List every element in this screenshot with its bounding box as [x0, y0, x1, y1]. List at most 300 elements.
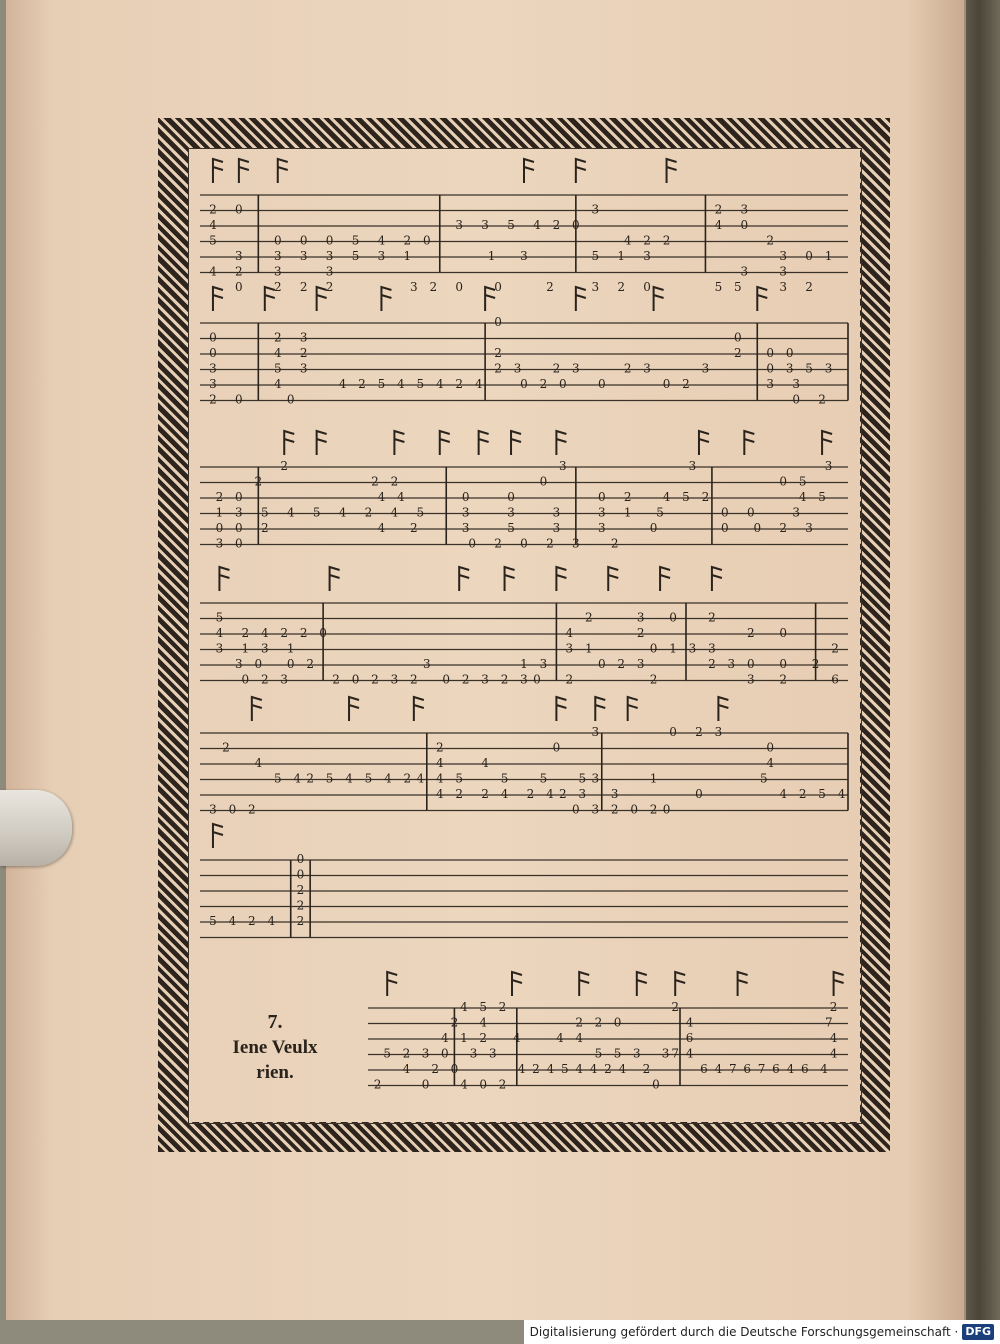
fret-number: 4 — [685, 1015, 694, 1030]
fret-number: 4 — [517, 1062, 526, 1076]
fret-number: 2 — [280, 459, 289, 473]
fret-number: 3 — [636, 657, 645, 671]
fret-number: 7 — [728, 1062, 737, 1076]
fret-number: 2 — [403, 233, 412, 248]
fret-number: 4 — [623, 233, 632, 248]
fret-number: 3 — [779, 249, 788, 263]
fret-number: 3 — [632, 1046, 641, 1061]
fret-number: 0 — [766, 361, 775, 376]
rhythm-flag — [252, 697, 262, 721]
fret-number: 4 — [460, 1000, 468, 1014]
fret-number: 5 — [325, 771, 334, 786]
fret-number: 4 — [798, 490, 807, 504]
fret-number: 5 — [416, 505, 425, 520]
fret-number: 2 — [734, 346, 742, 360]
fret-number: 0 — [296, 852, 305, 866]
fret-number: 2 — [235, 264, 243, 279]
rhythm-flag — [654, 287, 664, 311]
fret-number: 2 — [280, 626, 289, 640]
fret-number: 3 — [280, 672, 289, 687]
rhythm-flag — [628, 697, 638, 721]
fret-number: 3 — [727, 657, 736, 671]
fret-number: 4 — [786, 1062, 795, 1076]
fret-number: 2 — [306, 657, 314, 671]
fret-number: 2 — [552, 361, 561, 376]
fret-number: 4 — [397, 490, 405, 504]
fret-number: 5 — [759, 771, 768, 786]
fret-number: 0 — [461, 490, 470, 504]
fret-number: 3 — [235, 249, 243, 263]
fret-number: 2 — [636, 626, 645, 640]
fret-number: 2 — [610, 802, 619, 817]
fret-number: 2 — [649, 672, 658, 687]
fret-number: 4 — [460, 1077, 468, 1092]
fret-number: 7 — [671, 1046, 680, 1061]
rhythm-flag — [511, 431, 521, 455]
fret-number: 0 — [613, 1015, 622, 1030]
rhythm-flag — [822, 431, 832, 455]
fret-number: 3 — [714, 725, 723, 739]
fret-number: 1 — [286, 641, 295, 656]
fret-number: 0 — [422, 233, 431, 248]
fret-number: 0 — [235, 202, 243, 217]
fret-number: 0 — [286, 392, 295, 407]
fret-number: 2 — [306, 771, 314, 786]
fret-number: 2 — [455, 377, 464, 391]
fret-number: 3 — [461, 505, 470, 520]
fret-number: 0 — [235, 392, 243, 407]
fret-number: 2 — [662, 233, 671, 248]
fret-number: 2 — [546, 536, 554, 551]
fret-number: 1 — [584, 641, 593, 656]
rhythm-flag — [699, 431, 709, 455]
fret-number: 2 — [494, 536, 502, 551]
digitization-credit — [524, 1320, 1000, 1344]
piece-title-line-2: rien. — [256, 1062, 294, 1083]
fret-number: 2 — [481, 787, 489, 801]
fret-number: 0 — [649, 641, 658, 656]
fret-number: 2 — [643, 233, 651, 248]
fret-number: 4 — [829, 1031, 838, 1045]
fret-number: 0 — [572, 802, 580, 817]
rhythm-flag — [576, 287, 586, 311]
fret-number: 3 — [215, 641, 224, 656]
rhythm-flag — [213, 159, 223, 183]
fret-number: 5 — [591, 249, 600, 263]
rhythm-flag — [744, 431, 754, 455]
fret-number: 0 — [695, 787, 703, 801]
fret-number: 5 — [312, 505, 321, 520]
rhythm-flag — [660, 567, 670, 591]
tab-system-3 — [200, 431, 848, 551]
fret-number: 1 — [824, 249, 833, 263]
piece-title-line-1: Iene Veulx — [232, 1037, 318, 1058]
tab-system-4 — [200, 567, 848, 687]
fret-number: 2 — [325, 280, 334, 294]
fret-number: 6 — [831, 672, 839, 687]
fret-number: 0 — [643, 280, 651, 294]
fret-number: 4 — [685, 1046, 694, 1061]
fret-number: 4 — [479, 1015, 488, 1030]
fret-number: 2 — [479, 1031, 488, 1045]
fret-number: 0 — [421, 1077, 430, 1092]
fret-number: 3 — [299, 330, 308, 345]
fret-number: 4 — [390, 505, 399, 520]
fret-number: 5 — [682, 490, 690, 504]
fret-number: 2 — [209, 392, 217, 407]
fret-number: 5 — [560, 1062, 569, 1076]
fret-number: 3 — [746, 672, 755, 687]
fret-number: 2 — [390, 474, 399, 489]
fret-number: 6 — [800, 1062, 809, 1076]
fret-number: 3 — [766, 377, 775, 391]
rhythm-flag — [712, 567, 722, 591]
fret-number: 4 — [402, 1062, 411, 1076]
fret-number: 5 — [377, 377, 386, 391]
fret-number: 0 — [241, 672, 250, 687]
fret-number: 5 — [273, 361, 282, 376]
fret-number: 4 — [377, 233, 386, 248]
fret-number: 3 — [565, 641, 574, 656]
fret-number: 0 — [468, 536, 476, 551]
fret-number: 5 — [351, 233, 360, 248]
rhythm-flag — [387, 972, 397, 996]
fret-number: 2 — [779, 672, 788, 687]
fret-number: 0 — [766, 740, 775, 755]
fret-number: 2 — [450, 1015, 459, 1030]
fret-number: 4 — [286, 505, 295, 520]
fret-number: 4 — [338, 377, 347, 391]
fret-number: 0 — [228, 802, 237, 817]
fret-number: 2 — [708, 657, 716, 671]
fret-number: 2 — [296, 883, 305, 897]
fret-number: 4 — [273, 346, 282, 360]
rhythm-flag — [213, 824, 223, 848]
fret-number: 0 — [319, 626, 327, 640]
fret-number: 7 — [757, 1062, 766, 1076]
fret-number: 4 — [416, 771, 425, 786]
rhythm-flag — [330, 567, 340, 591]
fret-number: 3 — [610, 787, 619, 801]
rhythm-flag — [459, 567, 469, 591]
fret-number: 0 — [652, 1077, 660, 1092]
fret-number: 1 — [460, 1031, 468, 1045]
fret-number: 3 — [209, 802, 217, 817]
fret-number: 6 — [685, 1031, 694, 1045]
fret-number: 2 — [642, 1062, 651, 1076]
fret-number: 7 — [824, 1015, 833, 1030]
fret-number: 0 — [792, 392, 800, 407]
fret-number: 0 — [520, 377, 528, 391]
fret-number: 4 — [377, 490, 386, 504]
fret-number: 3 — [805, 521, 813, 535]
fret-number: 3 — [299, 361, 308, 376]
fret-number: 2 — [296, 914, 305, 928]
rhythm-flag — [479, 431, 489, 455]
fret-number: 2 — [701, 490, 710, 504]
fret-number: 2 — [546, 280, 554, 294]
fret-number: 3 — [792, 377, 800, 391]
fret-number: 0 — [235, 280, 243, 294]
fret-number: 0 — [494, 315, 502, 329]
fret-number: 3 — [824, 459, 833, 473]
fret-number: 3 — [461, 521, 470, 535]
fret-number: 5 — [656, 505, 664, 520]
fret-number: 0 — [753, 521, 762, 535]
fret-number: 2 — [494, 346, 502, 360]
fret-number: 2 — [260, 521, 269, 535]
fret-number: 2 — [682, 377, 690, 391]
rhythm-flag — [414, 697, 424, 721]
fret-number: 2 — [332, 672, 340, 687]
fret-number: 2 — [559, 787, 567, 801]
fret-number: 2 — [708, 610, 716, 625]
fret-number: 2 — [623, 490, 632, 504]
fret-number: 4 — [589, 1062, 598, 1076]
fret-number: 0 — [450, 1062, 459, 1076]
fret-number: 3 — [785, 361, 794, 376]
fret-number: 2 — [410, 672, 418, 687]
fret-number: 2 — [222, 740, 230, 755]
fret-number: 2 — [552, 218, 561, 232]
fret-number: 2 — [455, 787, 464, 801]
fret-number: 3 — [299, 249, 308, 263]
fret-number: 2 — [623, 361, 632, 376]
fret-number: 2 — [431, 1062, 440, 1076]
fret-number: 0 — [507, 490, 515, 504]
fret-number: 5 — [273, 771, 282, 786]
fret-number: 4 — [829, 1046, 838, 1061]
fret-number: 2 — [296, 898, 305, 913]
fret-number: 5 — [734, 280, 742, 294]
fret-number: 5 — [364, 771, 373, 786]
fret-number: 3 — [688, 459, 697, 473]
fret-number: 0 — [520, 536, 528, 551]
fret-number: 5 — [455, 771, 464, 786]
fret-number: 0 — [662, 377, 671, 391]
fret-number: 3 — [260, 641, 269, 656]
fret-number: 2 — [746, 626, 755, 640]
fret-number: 1 — [403, 249, 412, 263]
rhythm-flag — [394, 431, 404, 455]
rhythm-flag — [349, 697, 359, 721]
fret-number: 4 — [209, 218, 217, 232]
fret-number: 4 — [384, 771, 392, 786]
fret-number: 0 — [351, 672, 360, 687]
fret-number: 3 — [421, 1046, 430, 1061]
fret-number: 5 — [613, 1046, 622, 1061]
fret-number: 0 — [779, 657, 788, 671]
fret-number: 3 — [597, 505, 606, 520]
fret-number: 4 — [345, 771, 353, 786]
fret-number: 4 — [474, 377, 483, 391]
rhythm-flag — [239, 159, 249, 183]
fret-number: 5 — [594, 1046, 603, 1061]
fret-number: 2 — [671, 1000, 680, 1014]
fret-number: 2 — [494, 361, 502, 376]
fret-number: 3 — [740, 202, 749, 217]
fret-number: 4 — [209, 264, 217, 279]
rhythm-flag — [317, 431, 327, 455]
tab-system-2 — [200, 287, 848, 407]
fret-number: 2 — [604, 1062, 612, 1076]
fret-number: 1 — [617, 249, 626, 263]
rhythm-flag — [524, 159, 534, 183]
fret-number: 2 — [617, 280, 626, 294]
fret-number: 2 — [209, 202, 217, 217]
fret-number: 2 — [526, 787, 535, 801]
fret-number: 2 — [358, 377, 366, 391]
fret-number: 5 — [818, 490, 826, 504]
fret-number: 0 — [669, 610, 677, 625]
fret-number: 4 — [662, 490, 671, 504]
rhythm-flag — [595, 697, 605, 721]
fret-number: 3 — [325, 264, 334, 279]
fret-number: 4 — [377, 521, 386, 535]
fret-number: 2 — [273, 330, 282, 345]
fret-number: 2 — [215, 490, 224, 504]
fret-number: 0 — [442, 672, 451, 687]
fret-number: 5 — [805, 361, 813, 376]
fret-number: 0 — [779, 626, 788, 640]
tab-system-5 — [200, 697, 848, 817]
fret-number: 3 — [455, 218, 464, 232]
fret-number: 6 — [700, 1062, 708, 1076]
rhythm-flag — [637, 972, 647, 996]
fret-number: 2 — [299, 280, 308, 294]
fret-number: 3 — [390, 672, 399, 687]
fret-number: 2 — [248, 802, 256, 817]
rhythm-flag — [381, 287, 391, 311]
fret-number: 4 — [435, 377, 444, 391]
fret-number: 2 — [811, 657, 820, 671]
fret-number: 0 — [740, 218, 749, 232]
fret-number: 4 — [435, 771, 444, 786]
fret-number: 4 — [546, 1062, 555, 1076]
fret-number: 4 — [714, 1062, 723, 1076]
fret-number: 3 — [779, 280, 788, 294]
fret-number: 0 — [572, 218, 580, 232]
fret-number: 3 — [552, 505, 561, 520]
fret-number: 4 — [293, 771, 302, 786]
piece-number: 7. — [267, 1011, 283, 1033]
fret-number: 2 — [649, 802, 658, 817]
fret-number: 5 — [209, 233, 217, 248]
fret-number: 0 — [494, 280, 502, 294]
fret-number: 2 — [714, 202, 723, 217]
fret-number: 3 — [507, 505, 515, 520]
fret-number: 2 — [248, 914, 256, 928]
fret-number: 2 — [371, 672, 379, 687]
fret-number: 6 — [772, 1062, 780, 1076]
fret-number: 4 — [837, 787, 846, 801]
fret-number: 2 — [435, 740, 444, 755]
fret-number: 3 — [591, 202, 600, 217]
fret-number: 4 — [254, 756, 263, 770]
fret-number: 3 — [273, 249, 282, 263]
fret-number: 0 — [785, 346, 794, 360]
fret-number: 2 — [565, 672, 574, 687]
fret-number: 1 — [669, 641, 677, 656]
fret-number: 4 — [512, 1031, 521, 1045]
fret-number: 3 — [520, 249, 528, 263]
rhythm-flag — [505, 567, 515, 591]
fret-number: 4 — [228, 914, 237, 928]
fret-number: 5 — [507, 218, 515, 232]
fret-number: 0 — [597, 657, 606, 671]
fret-number: 3 — [591, 802, 600, 817]
fret-number: 5 — [798, 474, 807, 489]
fret-number: 4 — [440, 1031, 449, 1045]
fret-number: 3 — [708, 641, 716, 656]
fret-number: 4 — [215, 626, 224, 640]
fret-number: 3 — [273, 264, 282, 279]
fret-number: 2 — [402, 1046, 411, 1061]
fret-number: 3 — [578, 787, 587, 801]
fret-number: 3 — [572, 536, 580, 551]
fret-number: 4 — [273, 377, 282, 391]
fret-number: 2 — [798, 787, 807, 801]
fret-number: 2 — [805, 280, 813, 294]
fret-number: 1 — [215, 505, 224, 520]
fret-number: 2 — [818, 392, 826, 407]
fret-number: 0 — [533, 672, 541, 687]
fret-number: 0 — [235, 490, 243, 504]
fret-number: 3 — [215, 536, 224, 551]
fret-number: 0 — [597, 377, 606, 391]
fret-number: 3 — [661, 1046, 670, 1061]
fret-number: 6 — [743, 1062, 752, 1076]
fret-number: 2 — [410, 521, 418, 535]
fret-number: 2 — [260, 672, 269, 687]
fret-number: 2 — [695, 725, 703, 739]
fret-number: 0 — [539, 474, 548, 489]
fret-number: 5 — [416, 377, 425, 391]
fret-number: 2 — [299, 626, 308, 640]
fret-number: 0 — [440, 1046, 449, 1061]
piece-label — [200, 1010, 350, 1085]
fret-number: 5 — [507, 521, 515, 535]
fret-number: 3 — [481, 672, 489, 687]
rhythm-flag — [675, 972, 685, 996]
tab-system-6 — [200, 824, 848, 938]
fret-number: 4 — [500, 787, 509, 801]
fret-number: 2 — [273, 280, 282, 294]
fret-number: 0 — [235, 521, 243, 535]
fret-number: 3 — [235, 505, 243, 520]
fret-number: 0 — [630, 802, 638, 817]
fret-number: 4 — [397, 377, 405, 391]
fret-number: 2 — [610, 536, 619, 551]
rhythm-flag — [440, 431, 450, 455]
fret-number: 2 — [617, 657, 626, 671]
rhythm-flag — [284, 431, 294, 455]
fret-number: 3 — [410, 280, 418, 294]
fret-number: 3 — [559, 459, 567, 473]
fret-number: 3 — [597, 521, 606, 535]
fret-number: 2 — [500, 672, 509, 687]
fret-number: 2 — [594, 1015, 603, 1030]
fret-number: 0 — [209, 346, 217, 360]
rhythm-flag — [579, 972, 589, 996]
rhythm-flag — [278, 159, 288, 183]
fret-number: 5 — [215, 610, 224, 625]
fret-number: 2 — [584, 610, 593, 625]
fret-number: 0 — [325, 233, 334, 248]
rhythm-flag — [718, 697, 728, 721]
fret-number: 3 — [552, 521, 561, 535]
fret-number: 5 — [383, 1046, 392, 1061]
